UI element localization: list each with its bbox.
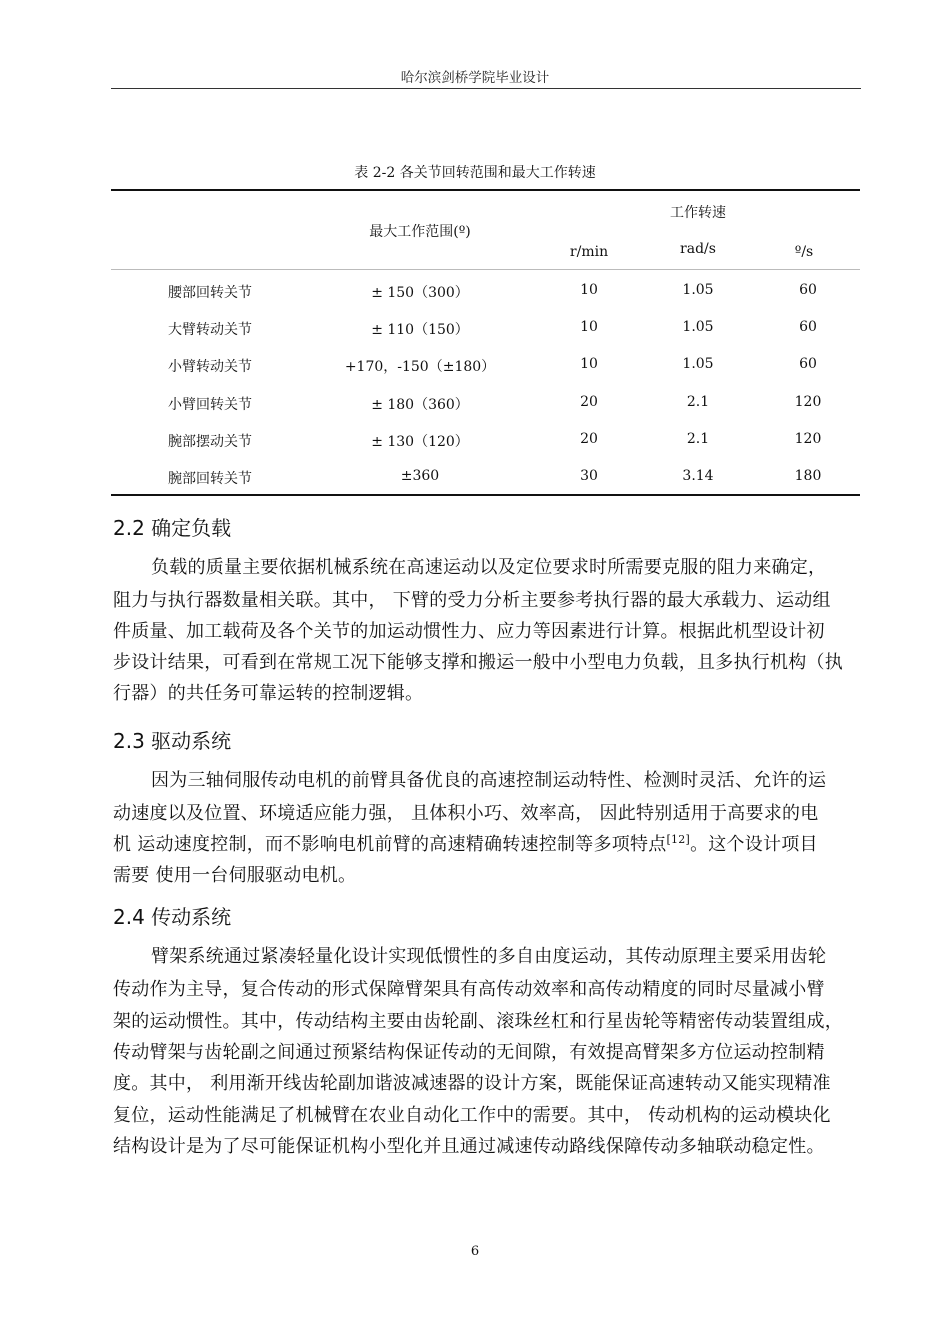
table-cell: 20	[580, 431, 598, 447]
table-cell: ± 150（300）	[371, 285, 469, 301]
table-cell: 1.05	[682, 356, 714, 372]
table-bottom-rule	[111, 494, 860, 496]
table-top-rule	[111, 189, 860, 191]
col-header-range: 最大工作范围(º)	[369, 224, 471, 240]
table-caption: 表 2-2 各关节回转范围和最大工作转速	[354, 165, 596, 181]
table-cell: ±360	[400, 468, 440, 484]
text-line	[113, 799, 863, 825]
text-line	[113, 861, 863, 887]
line-text: 件质量、加工载荷及各个关节的加运动惯性力、应力等因素进行计算。根据此机型设计初	[113, 621, 825, 642]
table-cell: 120	[794, 431, 822, 447]
text-line	[113, 1101, 863, 1127]
table-cell: 10	[580, 356, 598, 372]
joint-name-cell: 大臂转动关节	[168, 322, 252, 338]
line-text: 臂架系统通过紧凑轻量化设计实现低惯性的多自由度运动，其传动原理主要采用齿轮	[151, 946, 827, 967]
table-cell: 1.05	[682, 282, 714, 298]
col-header-speed: 工作转速	[670, 205, 726, 221]
running-header: 哈尔滨剑桥学院毕业设计	[400, 70, 550, 86]
table-cell: 60	[799, 319, 817, 335]
col-header-unit: rad/s	[680, 241, 716, 257]
table-header-rule	[111, 269, 860, 270]
section-heading: 2.2 确定负载	[113, 516, 232, 540]
table-cell: +170，-150（±180）	[344, 359, 496, 375]
table-cell: 1.05	[682, 319, 714, 335]
line-text: 架的运动惯性。其中，传动结构主要由齿轮副、滚珠丝杠和行星齿轮等精密传动装置组成，	[113, 1011, 843, 1032]
text-line	[113, 1069, 863, 1095]
line-text: 行器）的共任务可靠运转的控制逻辑。	[113, 683, 424, 704]
text-line	[113, 679, 863, 705]
text-line	[113, 975, 863, 1001]
table-cell: 3.14	[682, 468, 714, 484]
line-text: 需要 使用一台伺服驱动电机。	[113, 865, 357, 886]
text-line	[151, 766, 901, 792]
text-line	[113, 1132, 863, 1158]
line-text: 度。其中， 利用渐开线齿轮副加谐波减速器的设计方案，既能保证高速转动又能实现精准	[113, 1073, 831, 1094]
text-line	[113, 1038, 863, 1064]
line-text: 动速度以及位置、环境适应能力强， 且体积小巧、效率高， 因此特别适用于高要求的电	[113, 803, 819, 824]
joint-name-cell: 腕部回转关节	[168, 471, 252, 487]
line-text: 复位，运动性能满足了机械臂在农业自动化工作中的需要。其中， 传动机构的运动模块化	[113, 1105, 831, 1126]
text-line	[151, 942, 901, 968]
line-text: 因为三轴伺服传动电机的前臂具备优良的高速控制运动特性、检测时灵活、允许的运	[151, 770, 827, 791]
page-number: 6	[470, 1244, 480, 1259]
line-text: 机 运动速度控制，而不影响电机前臂的高速精确转速控制等多项特点	[113, 834, 667, 855]
table-cell: ± 110（150）	[371, 322, 469, 338]
col-header-unit: º/s	[794, 244, 814, 260]
text-line	[113, 617, 863, 643]
table-cell: 2.1	[686, 394, 710, 410]
table-cell: 10	[580, 282, 598, 298]
line-text: 步设计结果，可看到在常规工况下能够支撑和搬运一般中小型电力负载，且多执行机构（执	[113, 652, 843, 673]
table-cell: 20	[580, 394, 598, 410]
text-line	[113, 1007, 863, 1033]
line-text: 。这个设计项目	[690, 834, 818, 855]
text-line	[113, 648, 863, 674]
line-text: 传动作为主导，复合传动的形式保障臂架具有高传动效率和高传动精度的同时尽量减小臂	[113, 979, 825, 1000]
text-line	[151, 553, 901, 579]
col-header-unit: r/min	[569, 244, 609, 260]
table-cell: ± 130（120）	[371, 434, 469, 450]
section-heading: 2.4 传动系统	[113, 905, 232, 929]
joint-name-cell: 小臂回转关节	[168, 397, 252, 413]
joint-name-cell: 腰部回转关节	[168, 285, 252, 301]
citation: [12]	[666, 833, 691, 846]
table-cell: 60	[799, 356, 817, 372]
text-line	[113, 586, 863, 612]
header-rule	[111, 88, 861, 89]
table-cell: 180	[794, 468, 822, 484]
table-cell: 2.1	[686, 431, 710, 447]
line-text: 结构设计是为了尽可能保证机构小型化并且通过减速传动路线保障传动多轴联动稳定性。	[113, 1136, 825, 1157]
line-text: 传动臂架与齿轮副之间通过预紧结构保证传动的无间隙，有效提高臂架多方位运动控制精	[113, 1042, 825, 1063]
section-heading: 2.3 驱动系统	[113, 729, 232, 753]
joint-name-cell: 小臂转动关节	[168, 359, 252, 375]
line-text: 阻力与执行器数量相关联。其中， 下臂的受力分析主要参考执行器的最大承载力、运动组	[113, 590, 831, 611]
text-line	[113, 830, 863, 856]
table-cell: 30	[580, 468, 598, 484]
line-text: 负载的质量主要依据机械系统在高速运动以及定位要求时所需要克服的阻力来确定，	[151, 557, 827, 578]
table-cell: ± 180（360）	[371, 397, 469, 413]
table-cell: 60	[799, 282, 817, 298]
table-cell: 10	[580, 319, 598, 335]
joint-name-cell: 腕部摆动关节	[168, 434, 252, 450]
table-cell: 120	[794, 394, 822, 410]
